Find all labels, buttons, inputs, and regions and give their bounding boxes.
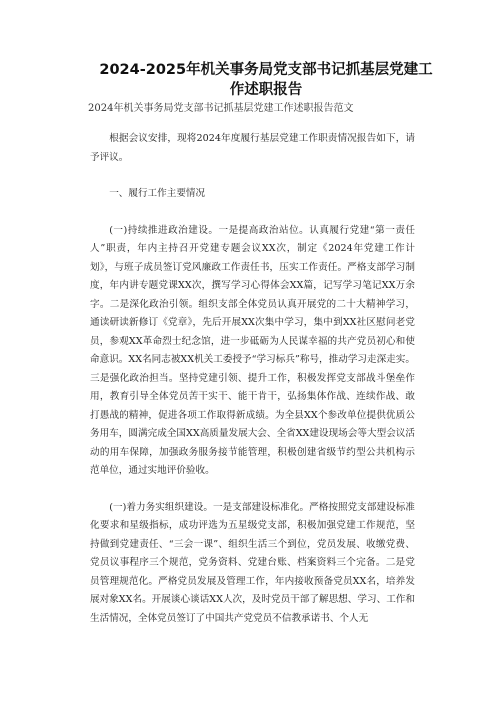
document-title: 2024-2025年机关事务局党支部书记抓基层党建工作述职报告 [99,62,433,98]
document-subtitle: 2024年机关事务局党支部书记抓基层党建工作述职报告范文 [88,103,354,114]
body-paragraph-organization: (一)着力务实组织建设。一是支部建设标准化。严格按照党支部建设标准化要求和星级指标，成功评选为五星级党支部，积极加强党建工作规范，坚持做到党建责任、“三会一课”、组织生活三个到位，党员发展、收缴党费、党员议事程序三个规范，党务资料、党建台账、档案资料三个完备。二是党员管理规范化。严格党员发展及管理工作，年内接收预备党员XX名，培养发展对象XX名。开展谈心谈话XX人次，及时党员干部了解思想、学习、工作和生活情况，全体党员签订了中国共产党党员不信教承诺书、个人无 [90,501,415,624]
intro-paragraph: 根据会议安排，现将2024年度履行基层党建工作职责情况报告如下，请予评议。 [90,133,415,163]
section-heading: 一、履行工作主要情况 [109,188,206,199]
body-paragraph-political: (一)持续推进政治建设。一是提高政治站位。认真履行党建“第一责任人”职责，年内主持召开党建专题会议XX次，制定《2024年党建工作计划》，与班子成员签订党风廉政工作责任书，压实工作责任。严格支部学习制度，年内讲专题党课XX次，撰写学习心得体会XX篇，记写学习笔记XX万余字。二是深化政治引领。组织支部全体党员认真开展党的二十大精神学习，通读研读新修订《党章》，先后开展XX次集中学习，集中到XX社区慰问老党员，参观XX革命烈士纪念馆，进一步砥砺为人民谋幸福的共产党员初心和使命意识。XX名同志被XX机关工委授予“学习标兵”称号，推动学习走深走实。三是强化政治担当。坚持党建引领、提升工作，积极发挥党支部战斗堡垒作用，教育引导全体党员苦干实干、能干肯干，弘扬集体作战、连续作战、敢打愚战的精神，促进各项工作取得新成绩。为全县XX个参改单位提供优质公务用车，圆满完成全国XX高质量发展大会、全省XX建设现场会等大型会议活动的用车保障，加强政务服务接节能管理，积极创建省级节约型公共机构示范单位，通过实地评价验收。 [90,224,415,476]
document-body [90,130,415,646]
